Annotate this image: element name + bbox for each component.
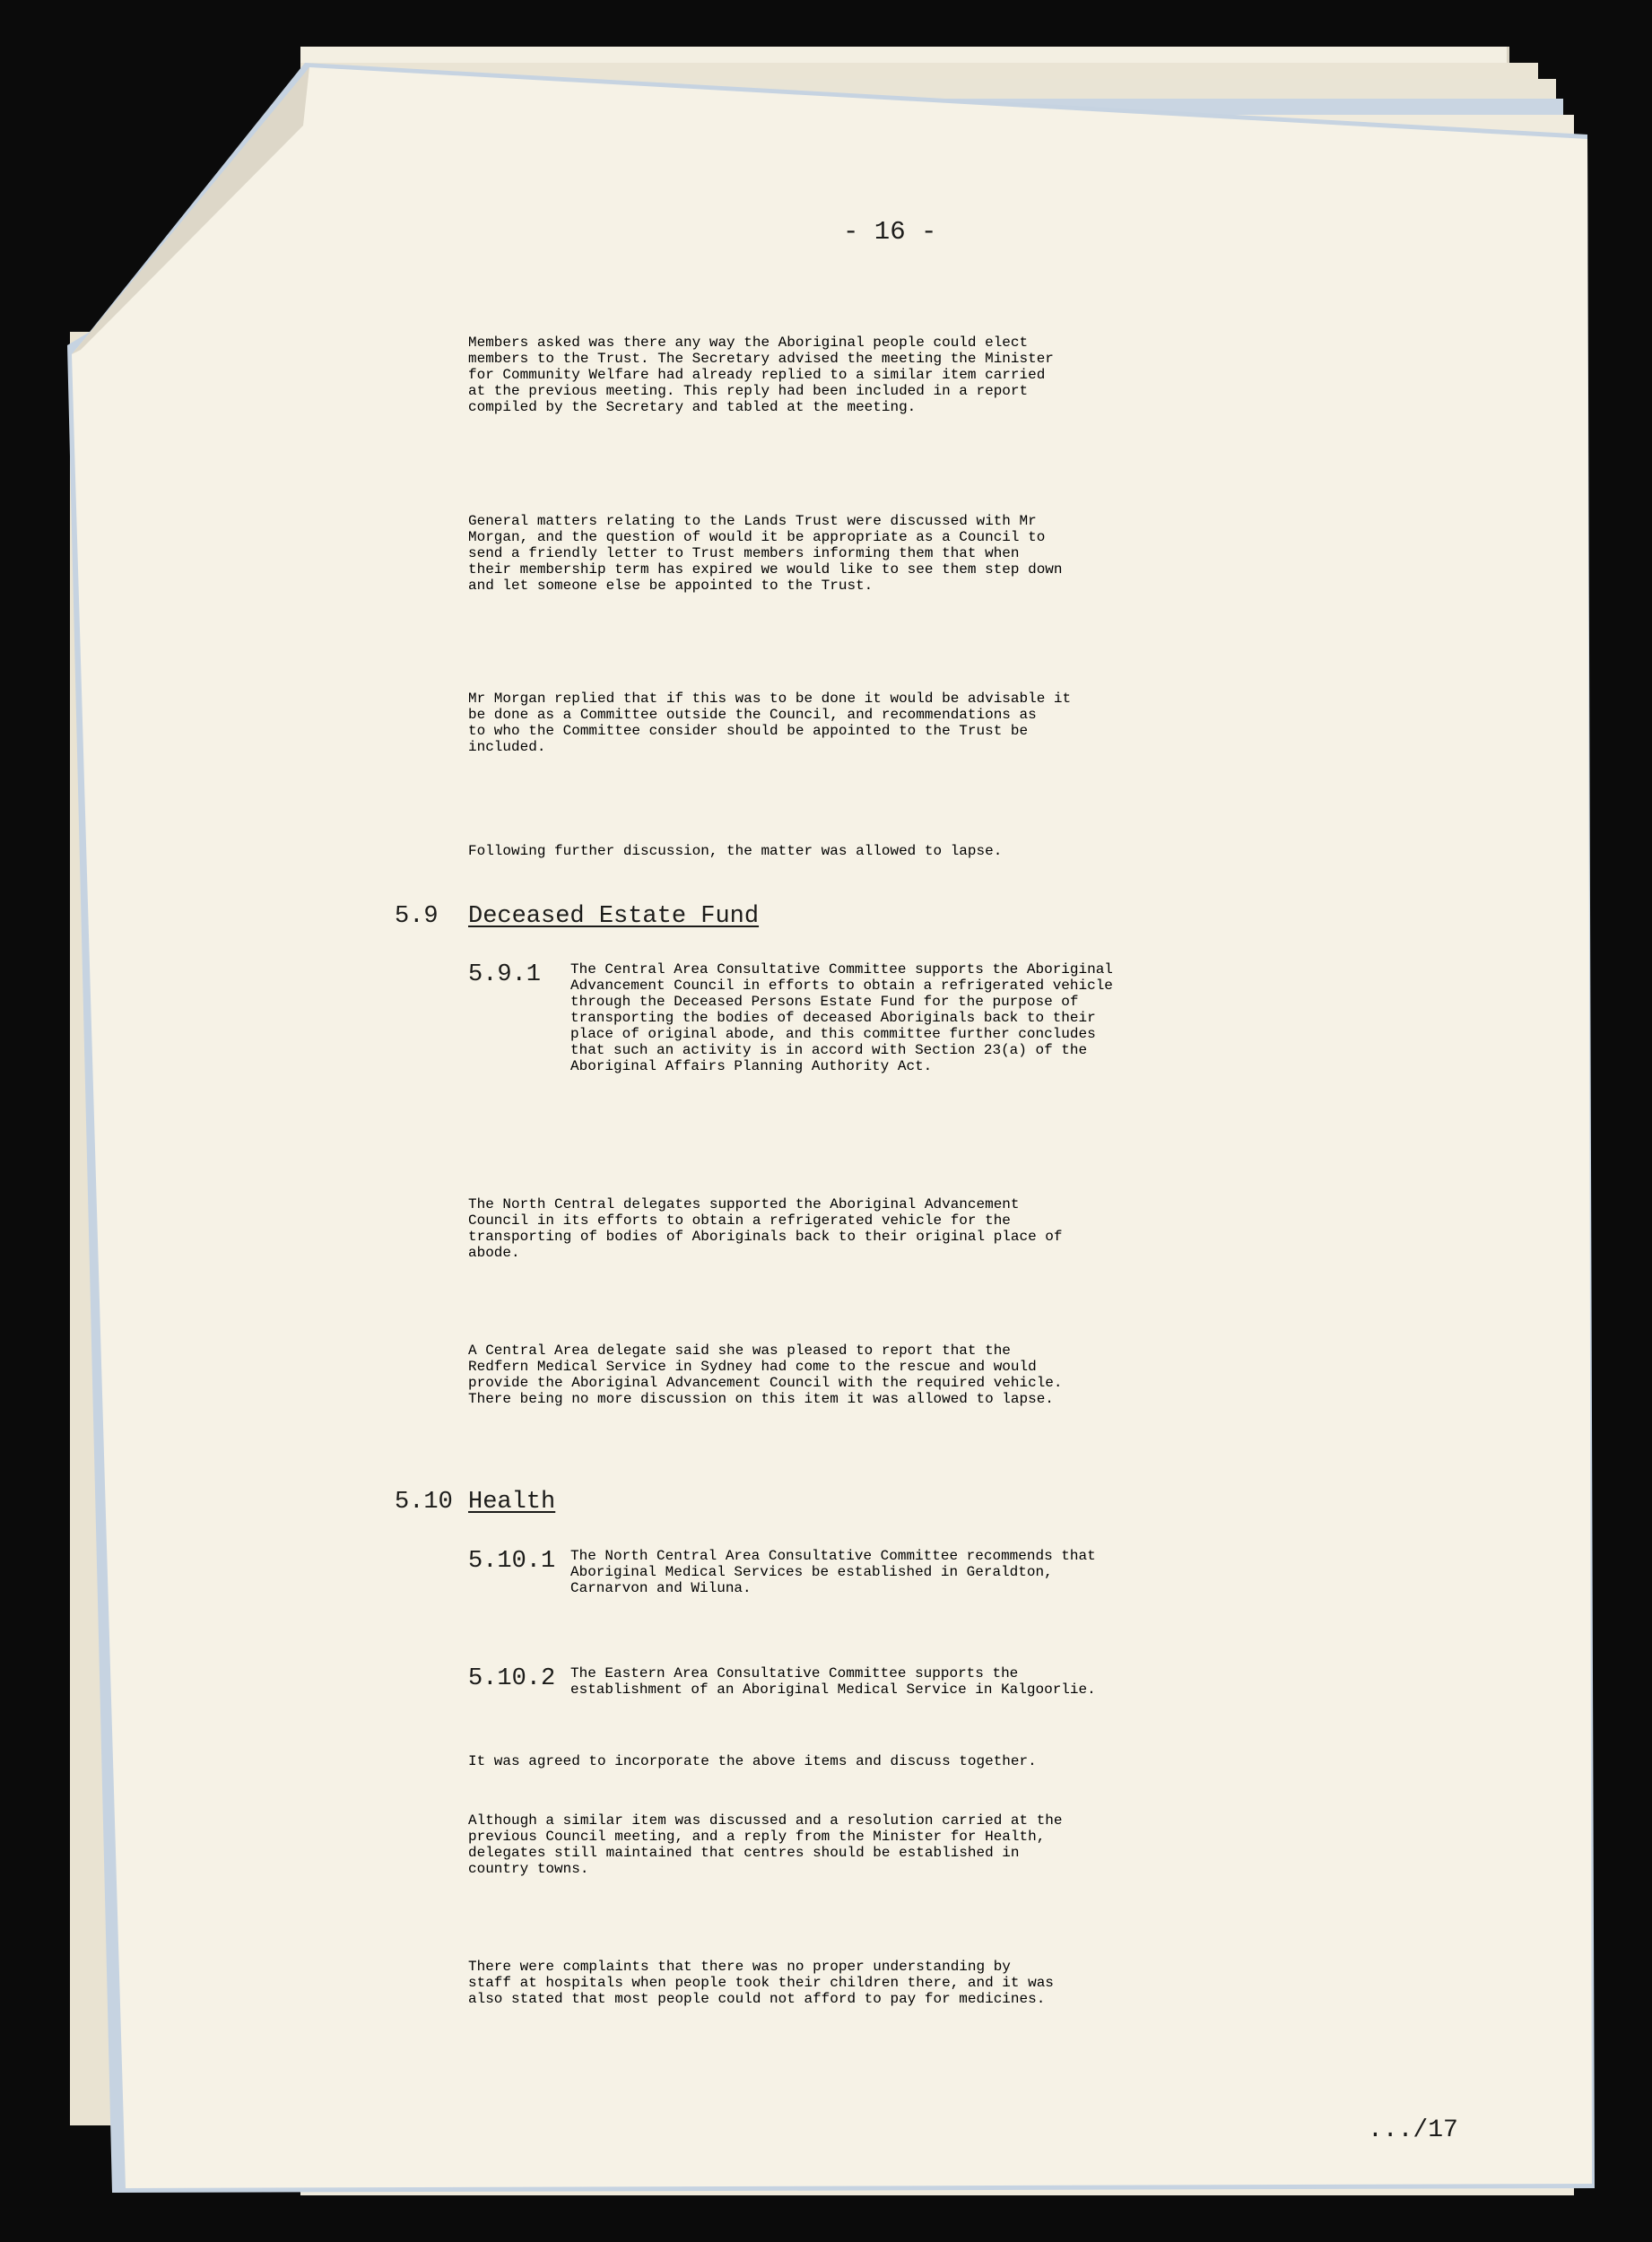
paragraph: Mr Morgan replied that if this was to be done it would be advisable it be done as a Committee outside the Council, and recommendations as to who the Committee consider should be appointed to the Trust be included.	[468, 691, 1072, 755]
page-number: - 16 -	[843, 217, 937, 247]
section-heading: Deceased Estate Fund	[468, 903, 760, 930]
subsection-text: The Eastern Area Consultative Committee supports the establishment of an Aboriginal Medical Service in Kalgoorlie.	[570, 1665, 1096, 1698]
subsection-number: 5.10.2	[468, 1665, 556, 1692]
subsection-number: 5.10.1	[468, 1548, 556, 1575]
section-number: 5.10	[395, 1489, 453, 1516]
paragraph: Members asked was there any way the Aboriginal people could elect members to the Trust. The Secretary advised the meeting the Minister for Community Welfare had already replied to a similar item carried at the previous meeting. This reply had been included in a report compiled by the Secretary and tabled at the meeting.	[468, 335, 1054, 415]
paragraph: A Central Area delegate said she was pleased to report that the Redfern Medical Service in Sydney had come to the rescue and would provide the Aboriginal Advancement Council with the required vehicle. There being no more discussion on this item it was allowed to lapse.	[468, 1343, 1063, 1407]
paragraph: It was agreed to incorporate the above items and discuss together.	[468, 1753, 1037, 1769]
subsection-text: The North Central Area Consultative Committee recommends that Aboriginal Medical Services be established in Geraldton, Carnarvon and Wiluna.	[570, 1548, 1096, 1596]
paragraph: Although a similar item was discussed and a resolution carried at the previous Council meeting, and a reply from the Minister for Health, delegates still maintained that centres should be established in country towns.	[468, 1812, 1063, 1877]
paragraph: General matters relating to the Lands Trust were discussed with Mr Morgan, and the question of would it be appropriate as a Council to send a friendly letter to Trust members informing them that when their membership term has expired we would like to see them step down and let someone else be appointed to the Trust.	[468, 513, 1063, 594]
paragraph: Following further discussion, the matter was allowed to lapse.	[468, 843, 1003, 859]
section-heading: Health	[468, 1489, 556, 1516]
paragraph: There were complaints that there was no proper understanding by staff at hospitals when people took their children there, and it was also stated that most people could not afford to pay for medicines.	[468, 1959, 1054, 2007]
section-number: 5.9	[395, 903, 439, 930]
paragraph: The North Central delegates supported the Aboriginal Advancement Council in its efforts to obtain a refrigerated vehicle for the transporting of bodies of Aboriginals back to their original place of abode.	[468, 1196, 1063, 1261]
subsection-number: 5.9.1	[468, 961, 542, 988]
continuation-marker: .../17	[1368, 2116, 1458, 2144]
subsection-text: The Central Area Consultative Committee supports the Aboriginal Advancement Council in efforts to obtain a refrigerated vehicle through the Deceased Persons Estate Fund for the purpose of transporting the bodies of deceased Aboriginals back to their place of original abode, and this committee further concludes that such an activity is in accord with Section 23(a) of the Aboriginal Affairs Planning Authority Act.	[570, 961, 1113, 1074]
